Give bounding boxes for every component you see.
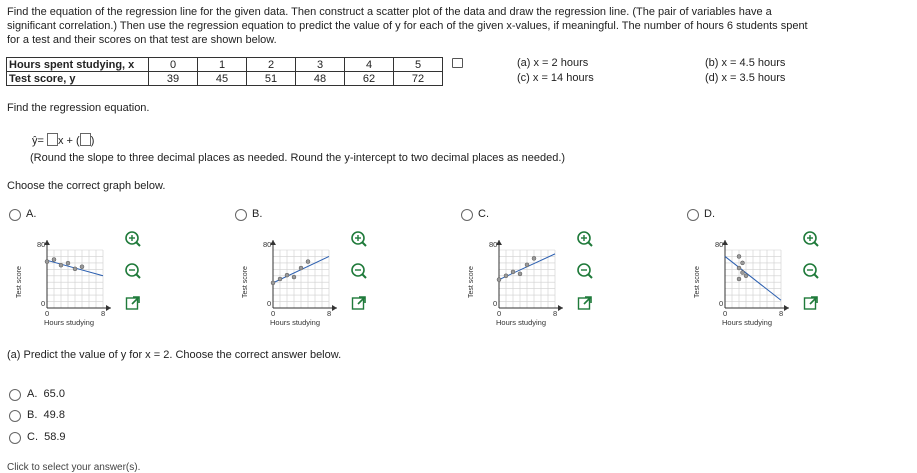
data-point <box>518 272 522 276</box>
option-letter: B. <box>27 409 38 421</box>
option-letter: C. <box>27 431 38 443</box>
x-tick-label: 0 <box>497 309 502 318</box>
x-axis-label: Hours studying <box>722 318 773 327</box>
regression-prompt: Find the regression equation. <box>7 102 150 114</box>
zoom-out-icon[interactable] <box>576 262 594 280</box>
y-tick-label: 0 <box>267 299 272 308</box>
y-tick-label: 80 <box>37 240 46 249</box>
y-axis-label: Test score <box>242 266 249 298</box>
option-value: 49.8 <box>43 409 65 421</box>
given-c: (c) x = 14 hours <box>517 72 594 84</box>
data-point <box>306 260 310 264</box>
zoom-in-icon[interactable] <box>124 230 142 248</box>
graph-option-radio-c[interactable] <box>461 209 473 221</box>
part-a-question: (a) Predict the value of y for x = 2. Choose the correct answer below. <box>7 349 342 361</box>
data-point <box>511 270 515 274</box>
given-b: (b) x = 4.5 hours <box>705 57 786 69</box>
intercept-input[interactable] <box>80 133 91 146</box>
data-point <box>525 263 529 267</box>
graph-option-radio-b[interactable] <box>235 209 247 221</box>
part-a-option-b[interactable] <box>27 409 65 421</box>
data-point <box>285 273 289 277</box>
data-point <box>504 274 508 278</box>
scatter-plot[interactable] <box>37 236 127 316</box>
graph-option-radio-a[interactable] <box>9 209 21 221</box>
expand-icon[interactable] <box>125 295 141 311</box>
graph-option-letter[interactable]: D. <box>704 208 715 220</box>
data-point <box>299 266 303 270</box>
copy-data-icon[interactable] <box>452 58 463 68</box>
given-d: (d) x = 3.5 hours <box>705 72 786 84</box>
part-a-radio-b[interactable] <box>9 410 21 422</box>
table-cell: 1 <box>198 58 247 72</box>
expand-icon[interactable] <box>351 295 367 311</box>
zoom-in-icon[interactable] <box>802 230 820 248</box>
x-tick-label: 0 <box>723 309 728 318</box>
data-point <box>278 277 282 281</box>
zoom-in-icon[interactable] <box>576 230 594 248</box>
given-a: (a) x = 2 hours <box>517 57 589 69</box>
table-cell: 0 <box>149 58 198 72</box>
table-cell: 3 <box>296 58 345 72</box>
table-cell: 45 <box>198 72 247 86</box>
data-point <box>52 258 56 262</box>
x-tick-label: 8 <box>553 309 558 318</box>
data-point <box>741 271 745 275</box>
scatter-plot[interactable] <box>263 236 353 316</box>
table-row <box>7 72 443 86</box>
table-row <box>7 58 443 72</box>
data-point <box>737 266 741 270</box>
data-point <box>497 278 501 282</box>
data-point <box>80 265 84 269</box>
expand-icon[interactable] <box>577 295 593 311</box>
table-cell: 62 <box>345 72 394 86</box>
footer-instruction: Click to select your answer(s). <box>7 462 141 473</box>
part-a-option-a[interactable] <box>27 388 65 400</box>
x-tick-label: 8 <box>327 309 332 318</box>
zoom-out-icon[interactable] <box>350 262 368 280</box>
scatter-plot[interactable] <box>489 236 579 316</box>
x-axis-arrow <box>784 305 789 311</box>
regression-equation <box>32 133 94 147</box>
table-cell: 39 <box>149 72 198 86</box>
scatter-plot[interactable] <box>715 236 805 316</box>
x-tick-label: 0 <box>45 309 50 318</box>
part-a-option-c[interactable] <box>27 431 66 443</box>
x-plus: x + <box>58 135 73 147</box>
table-cell: 48 <box>296 72 345 86</box>
equals-sign: = <box>37 135 44 147</box>
x-axis-arrow <box>558 305 563 311</box>
data-point <box>292 275 296 279</box>
option-letter: A. <box>27 388 38 400</box>
data-point <box>744 274 748 278</box>
data-point <box>737 277 741 281</box>
y-axis-label: Test score <box>468 266 475 298</box>
data-point <box>532 256 536 260</box>
y-tick-label: 0 <box>719 299 724 308</box>
rounding-note: (Round the slope to three decimal places as needed. Round the y-intercept to two decimal places as needed.) <box>30 152 566 164</box>
y-axis-label: Test score <box>16 266 23 298</box>
option-value: 65.0 <box>43 388 65 400</box>
problem-statement <box>7 5 907 47</box>
x-axis-label: Hours studying <box>44 318 95 327</box>
graph-option-letter[interactable]: B. <box>252 208 263 220</box>
problem-line-2: significant correlation.) Then use the regression equation to predict the value of y for each of the given x-values, if meaningful. The number of hours 6 students spent <box>7 20 808 32</box>
y-tick-label: 0 <box>493 299 498 308</box>
zoom-out-icon[interactable] <box>802 262 820 280</box>
option-value: 58.9 <box>44 431 66 443</box>
paren-close: ) <box>90 135 95 147</box>
data-point <box>741 261 745 265</box>
data-point <box>737 254 741 258</box>
x-tick-label: 8 <box>101 309 106 318</box>
data-point <box>73 267 77 271</box>
table-cell: 4 <box>345 58 394 72</box>
graph-option-letter[interactable]: A. <box>26 208 37 220</box>
y-axis-label: Test score <box>694 266 701 298</box>
part-a-radio-a[interactable] <box>9 389 21 401</box>
expand-icon[interactable] <box>803 295 819 311</box>
x-axis-arrow <box>106 305 111 311</box>
row-header-score: Test score, y <box>7 72 149 86</box>
data-table <box>6 57 443 86</box>
data-point <box>59 263 63 267</box>
x-tick-label: 8 <box>779 309 784 318</box>
part-a-radio-c[interactable] <box>9 432 21 444</box>
data-point <box>271 281 275 285</box>
problem-line-3: for a test and their scores on that test are shown below. <box>7 34 277 46</box>
y-tick-label: 80 <box>715 240 724 249</box>
x-tick-label: 0 <box>271 309 276 318</box>
x-axis-label: Hours studying <box>270 318 321 327</box>
y-hat: ŷ <box>32 135 38 147</box>
slope-input[interactable] <box>47 133 58 146</box>
y-tick-label: 80 <box>489 240 498 249</box>
y-tick-label: 0 <box>41 299 46 308</box>
table-cell: 2 <box>247 58 296 72</box>
row-header-hours: Hours spent studying, x <box>7 58 149 72</box>
zoom-out-icon[interactable] <box>124 262 142 280</box>
problem-line-1: Find the equation of the regression line for the given data. Then construct a scatter plot of the data and draw the regression line. (The pair of variables have a <box>7 6 772 18</box>
data-point <box>45 260 49 264</box>
paren-open: ( <box>76 135 80 147</box>
x-axis-label: Hours studying <box>496 318 547 327</box>
y-tick-label: 80 <box>263 240 272 249</box>
table-cell: 51 <box>247 72 296 86</box>
data-point <box>66 261 70 265</box>
table-cell: 72 <box>394 72 443 86</box>
zoom-in-icon[interactable] <box>350 230 368 248</box>
x-axis-arrow <box>332 305 337 311</box>
graph-option-radio-d[interactable] <box>687 209 699 221</box>
graph-option-letter[interactable]: C. <box>478 208 489 220</box>
graph-question: Choose the correct graph below. <box>7 180 166 192</box>
table-cell: 5 <box>394 58 443 72</box>
